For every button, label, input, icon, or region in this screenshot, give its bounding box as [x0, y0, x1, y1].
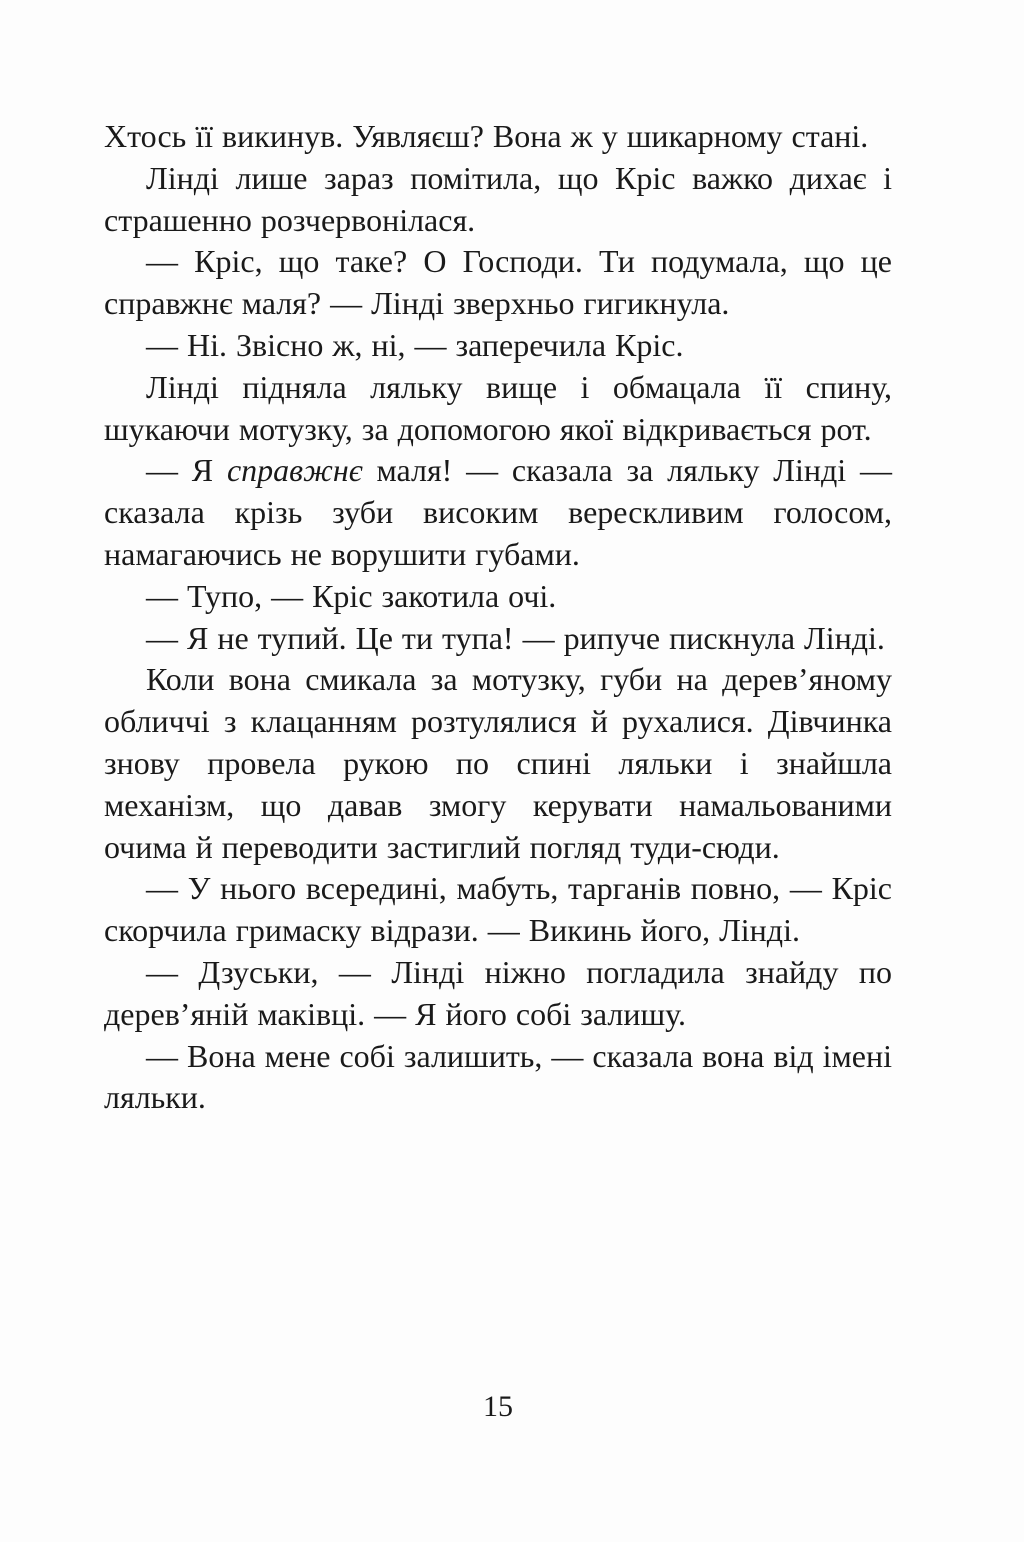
- emphasized-text: справжнє: [226, 452, 363, 489]
- text-segment: — Ні. Звісно ж, ні, — заперечила Кріс.: [146, 326, 684, 363]
- paragraph: [104, 618, 892, 660]
- text-segment: — Я не тупий. Це ти тупа! — рипуче пискнула Лінді.: [146, 619, 885, 656]
- text-segment: Лінді підняла ляльку вище і обмацала її спину, шукаючи мотузку, за допомогою якої відкривається рот.: [104, 368, 892, 447]
- paragraph: [104, 450, 892, 575]
- paragraph: [104, 1036, 892, 1120]
- paragraph: [104, 325, 892, 367]
- text-segment: Лінді лише зараз помітила, що Кріс важко дихає і страшенно розчервонілася.: [104, 159, 892, 238]
- paragraph: [104, 158, 892, 242]
- text-segment: — Тупо, — Кріс закотила очі.: [146, 577, 557, 614]
- paragraph: [104, 952, 892, 1036]
- text-segment: — Кріс, що таке? О Господи. Ти подумала, що це справжнє маля? — Лінді зверхньо гигикнула.: [104, 243, 892, 322]
- paragraph: [104, 576, 892, 618]
- text-segment: Хтось її викинув. Уявляєш? Вона ж у шикарному стані.: [104, 118, 869, 154]
- paragraph: [104, 116, 892, 158]
- paragraph: [104, 241, 892, 325]
- text-segment: Коли вона смикала за мотузку, губи на дерев’яному обличчі з клацанням розтулялися й рухалися. Дівчинка знову провела рукою по спині ляльки і знайшла механізм, що давав змогу керувати намальованими очима й переводити застиглий погляд туди-сюди.: [104, 661, 892, 865]
- paragraph: [104, 659, 892, 868]
- paragraph: [104, 868, 892, 952]
- text-segment: — Я: [146, 452, 227, 489]
- text-segment: — У нього всередині, мабуть, тарганів повно, — Кріс скорчила гримаску відрази. — Викинь його, Лінді.: [104, 870, 892, 949]
- text-segment: — Дзуськи, — Лінді ніжно погладила знайду по дерев’яній маківці. — Я його собі залишу.: [104, 953, 892, 1032]
- body-text: [104, 116, 892, 1119]
- page-number: 15: [483, 1390, 513, 1423]
- text-segment: — Вона мене собі залишить, — сказала вона від імені ляльки.: [104, 1037, 893, 1116]
- text-segment: маля! — сказала за ляльку Лінді — сказала крізь зуби високим верескливим голосом, намагаючись не ворушити губами.: [104, 452, 893, 572]
- paragraph: [104, 367, 892, 451]
